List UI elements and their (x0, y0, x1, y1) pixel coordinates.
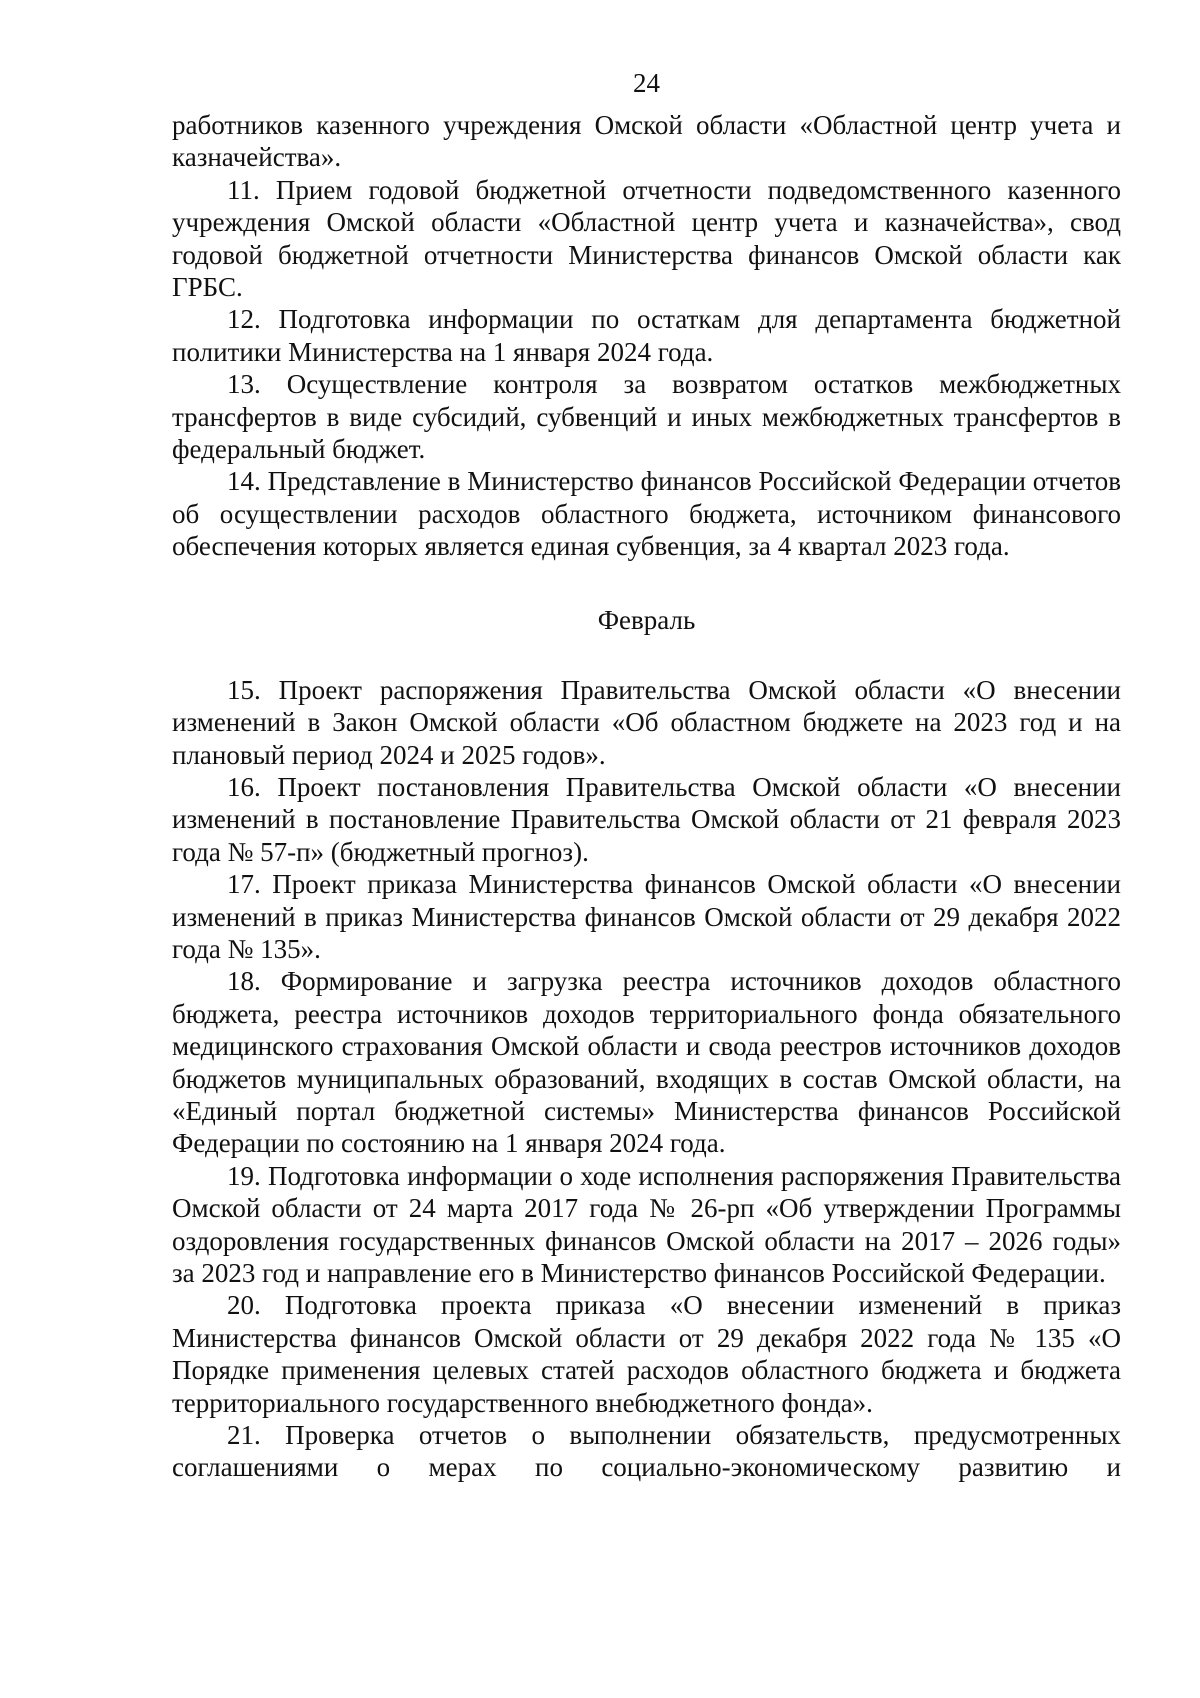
document-page (172, 68, 1121, 1484)
list-item-16: 16. Проект постановления Правительства Омской области «О внесении изменений в постановление Правительства Омской области от 21 февраля 2023 года № 57-п» (бюджетный прогноз). (172, 771, 1121, 867)
page-number: 24 (633, 68, 660, 98)
list-item-18: 18. Формирование и загрузка реестра источников доходов областного бюджета, реестра источников доходов территориального фонда обязательного медицинского страхования Омской области и свода реестров источников доходов бюджетов муниципальных образований, входящих в состав Омской области, на «Единый портал бюджетной системы» Министерства финансов Российской Федерации по состоянию на 1 января 2024 года. (172, 966, 1121, 1159)
list-item-20: 20. Подготовка проекта приказа «О внесении изменений в приказ Министерства финансов Омской области от 29 декабря 2022 года № 135 «О Порядке применения целевых статей расходов областного бюджета и бюджета территориального государственного внебюджетного фонда». (172, 1290, 1121, 1418)
list-item-15: 15. Проект распоряжения Правительства Омской области «О внесении изменений в Закон Омской области «Об областном бюджете на 2023 год и на плановый период 2024 и 2025 годов». (172, 674, 1121, 770)
list-item-11: 11. Прием годовой бюджетной отчетности подведомственного казенного учреждения Омской области «Областной центр учета и казначейства», свод годовой бюджетной отчетности Министерства финансов Омской области как ГРБС. (172, 174, 1121, 303)
section-heading-february: Февраль (597, 604, 696, 635)
list-item-14: 14. Представление в Министерство финансов Российской Федерации отчетов об осуществлении расходов областного бюджета, источником финансового обеспечения которых является единая субвенция, за 4 квартал 2023 года. (172, 466, 1121, 562)
list-item-17: 17. Проект приказа Министерства финансов Омской области «О внесении изменений в приказ Министерства финансов Омской области от 29 декабря 2022 года № 135». (172, 869, 1121, 964)
list-item-21: 21. Проверка отчетов о выполнении обязательств, предусмотренных соглашениями о мерах по социально-экономическому развитию и (172, 1420, 1121, 1483)
list-item-12: 12. Подготовка информации по остаткам для департамента бюджетной политики Министерства на 1 января 2024 года. (172, 304, 1121, 367)
intro-paragraph: работников казенного учреждения Омской области «Областной центр учета и казначейства». (172, 110, 1121, 173)
list-item-13: 13. Осуществление контроля за возвратом остатков межбюджетных трансфертов в виде субсидий, субвенций и иных межбюджетных трансфертов в федеральный бюджет. (172, 369, 1121, 465)
list-item-19: 19. Подготовка информации о ходе исполнения распоряжения Правительства Омской области от 24 марта 2017 года № 26-рп «Об утверждении Программы оздоровления государственных финансов Омской области на 2017 – 2026 годы» за 2023 год и направление его в Министерство финансов Российской Федерации. (172, 1160, 1121, 1288)
